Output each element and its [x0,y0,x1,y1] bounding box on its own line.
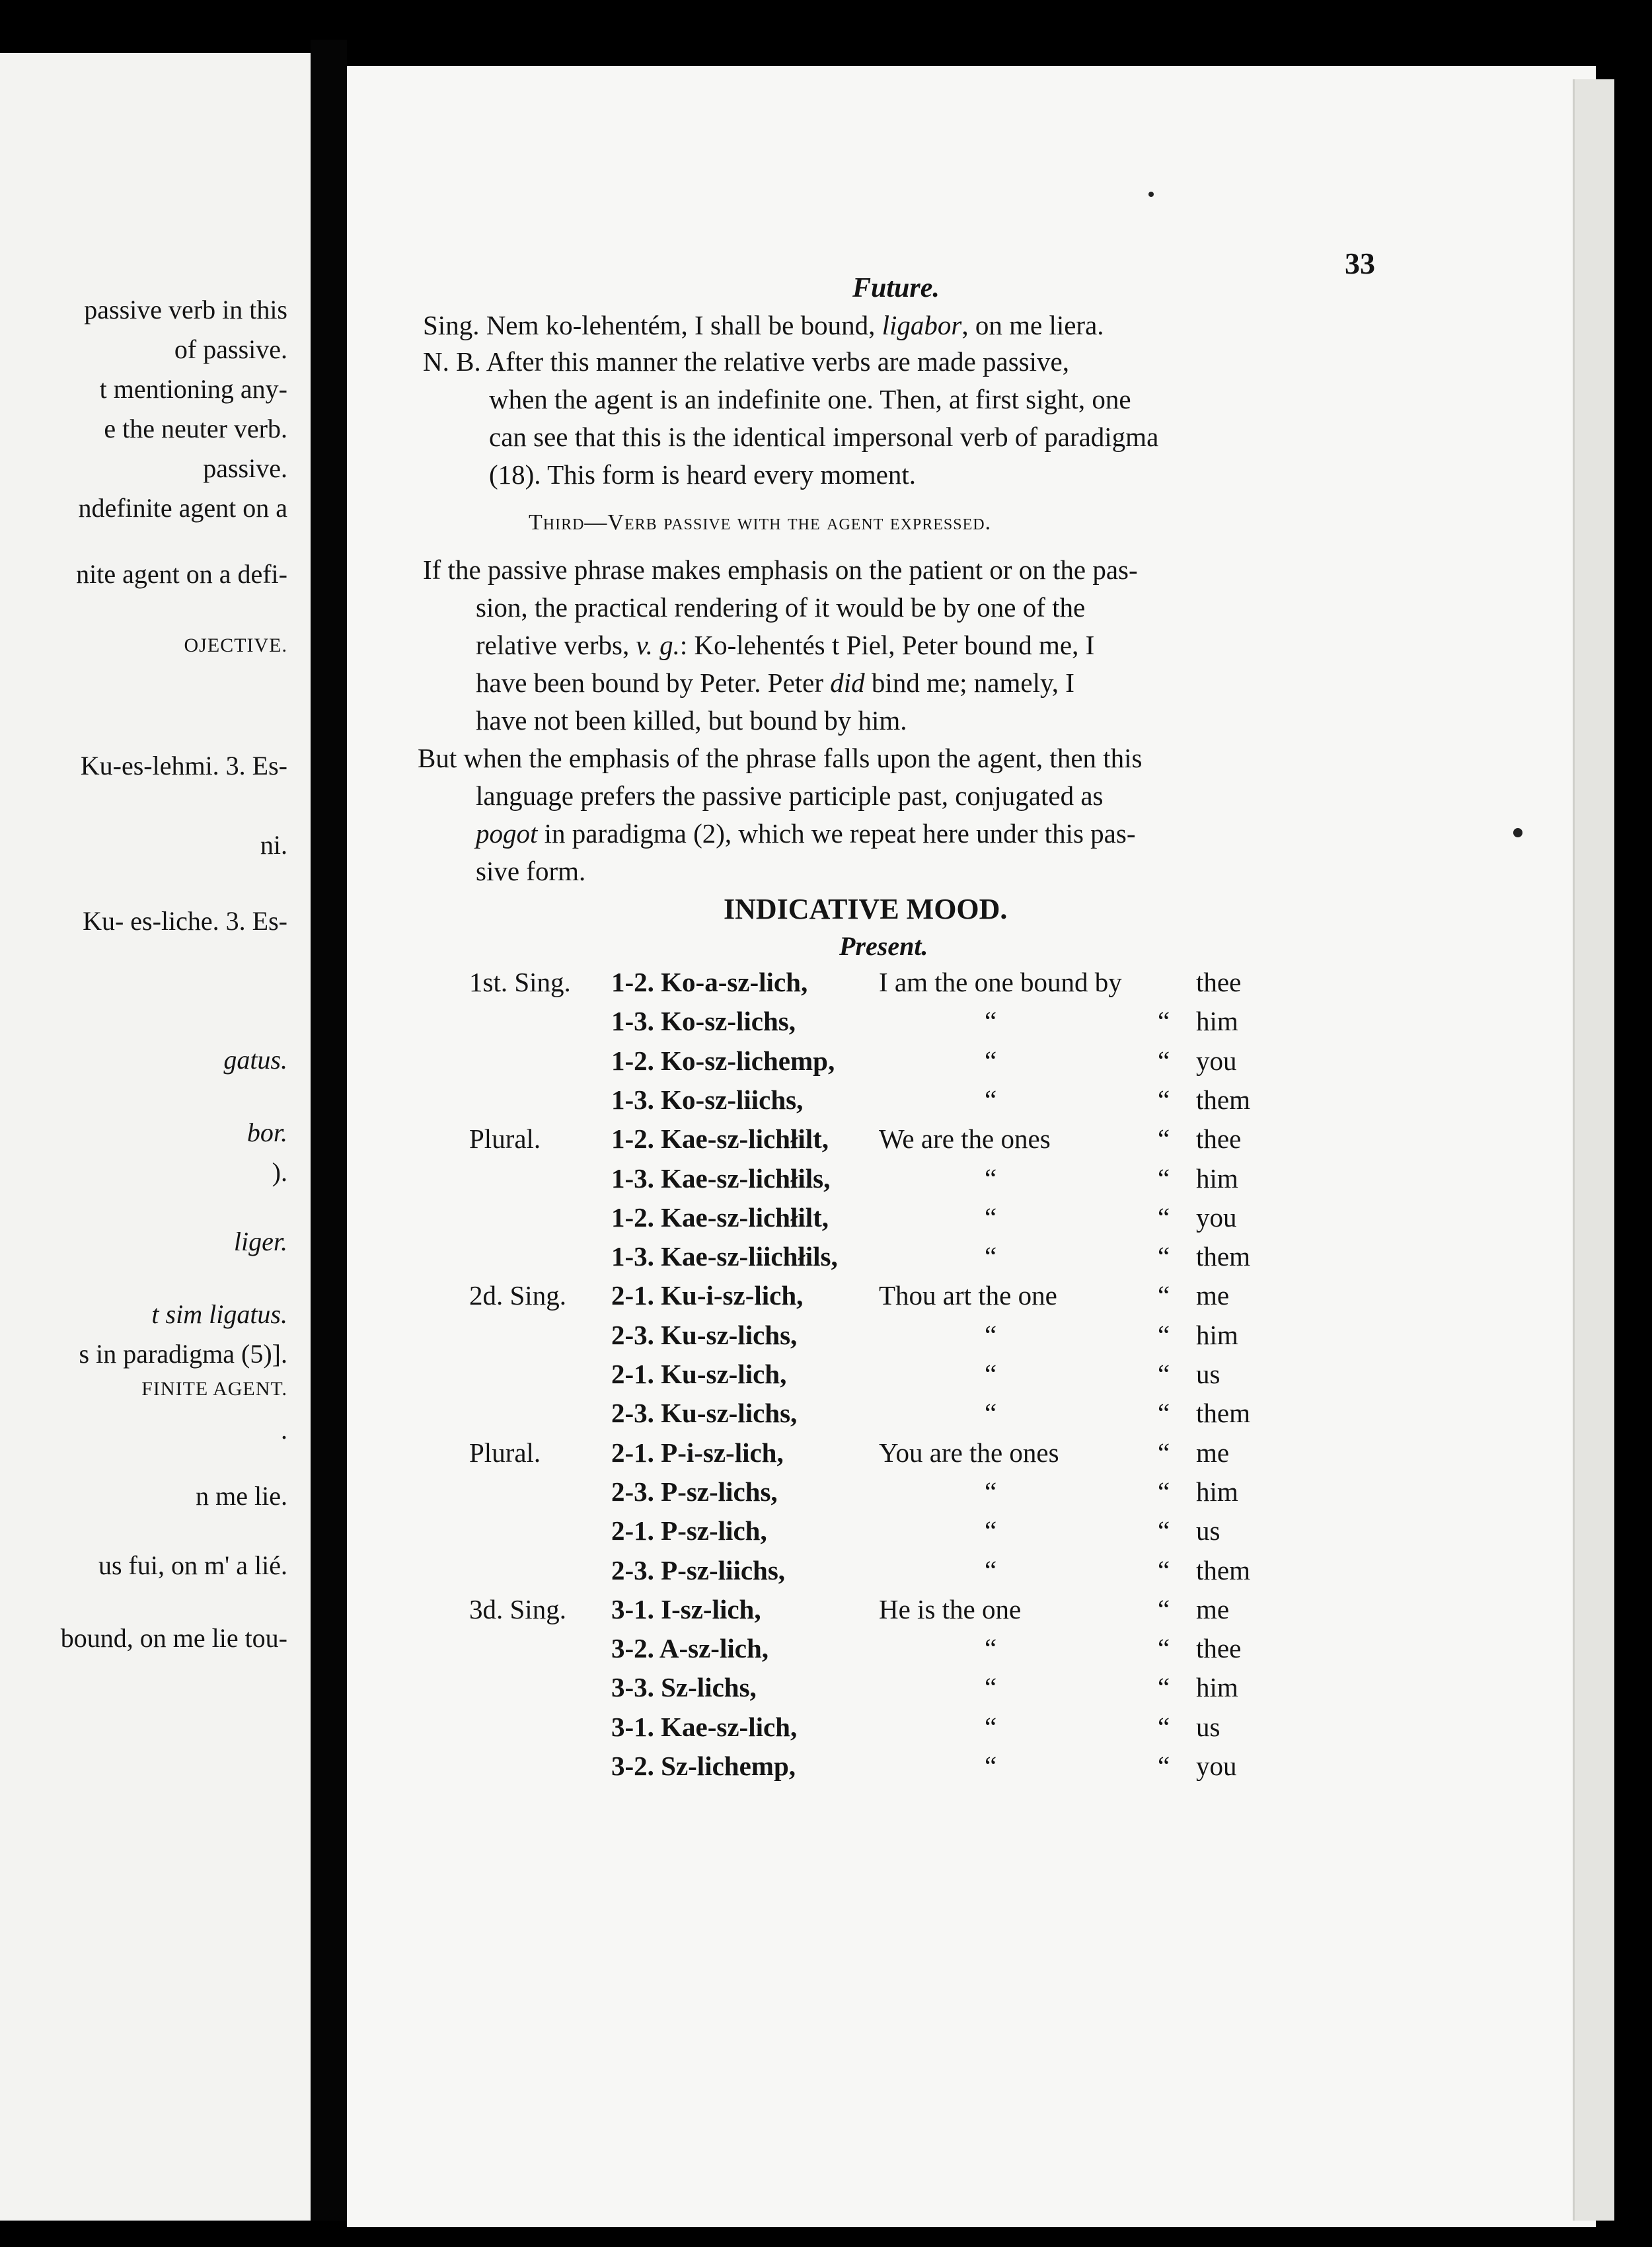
left-line: s in paradigma (5)]. [79,1339,287,1369]
ditto-mark: “ [1158,1241,1170,1272]
conj-object: him [1196,1320,1238,1350]
conj-form: 2-3. P-sz-liichs, [611,1555,786,1585]
conj-translation: Thou art the one [879,1280,1057,1311]
nb-line: (18). This form is heard every moment. [489,459,916,490]
conj-object: them [1196,1241,1250,1272]
conj-object: us [1196,1515,1220,1546]
ditto-mark: “ [1158,1712,1170,1742]
conjugation-row [469,1397,1302,1435]
but-line: But when the emphasis of the phrase falls upon the agent, then this [418,743,1143,773]
conj-object: him [1196,1163,1238,1194]
ditto-mark: “ [1158,1359,1170,1389]
section-heading-future: Future. [852,273,940,303]
bound-line-did: did [830,667,865,698]
conjugation-row [469,1671,1302,1710]
conj-group: 2d. Sing. [469,1280,566,1311]
conjugation-row [469,1554,1302,1593]
conj-form: 2-3. Ku-sz-lichs, [611,1398,798,1428]
speck [1513,828,1522,837]
sive-line: sive form. [476,856,586,886]
conj-translation: You are the ones [879,1437,1059,1468]
conjugation-row [469,1162,1302,1201]
ditto-mark: “ [985,1202,997,1233]
conj-object: thee [1196,1633,1242,1663]
conjugation-row [469,1515,1302,1553]
ditto-mark: “ [985,1672,997,1702]
left-line: us fui, on m' a lié. [98,1550,287,1580]
conj-group: 1st. Sing. [469,967,571,997]
nb-line: can see that this is the identical impersonal verb of paradigma [489,422,1159,452]
ditto-mark: “ [1158,1085,1170,1115]
nb-line: when the agent is an indefinite one. Then, at first sight, one [489,384,1131,414]
conj-form: 2-1. P-i-sz-lich, [611,1437,784,1468]
left-line: liger. [233,1227,287,1256]
page-edge [1573,79,1614,2221]
conj-form: 3-1. I-sz-lich, [611,1594,761,1624]
conj-object: him [1196,1476,1238,1507]
ditto-mark: “ [985,1085,997,1115]
passive-line: If the passive phrase makes emphasis on the patient or on the pas- [423,554,1138,585]
pogot-line-b: in paradigma (2), which we repeat here under this pas- [537,818,1136,849]
conj-object: them [1196,1398,1250,1428]
conj-object: me [1196,1280,1230,1311]
ditto-mark: “ [985,1241,997,1272]
ditto-mark: “ [1158,1555,1170,1585]
sing-line-latin: ligabor [882,310,962,340]
ditto-mark: “ [1158,1672,1170,1702]
speck [1148,192,1154,197]
ditto-mark: “ [985,1163,997,1194]
ditto-mark: “ [985,1633,997,1663]
left-line: t sim ligatus. [151,1299,287,1329]
conjugation-row [469,1279,1302,1318]
conj-translation: He is the one [879,1594,1022,1624]
conj-object: you [1196,1202,1237,1233]
ditto-mark: “ [985,1320,997,1350]
left-line: ni. [260,830,287,860]
ditto-mark: “ [1158,1515,1170,1546]
conjugation-row [469,1123,1302,1161]
conj-form: 2-1. Ku-sz-lich, [611,1359,787,1389]
conj-form: 1-2. Ko-a-sz-lich, [611,967,808,997]
ditto-mark: “ [985,1476,997,1507]
conj-form: 1-3. Ko-sz-liichs, [611,1085,804,1115]
left-line: n me lie. [196,1481,287,1511]
conj-form: 3-3. Sz-lichs, [611,1672,757,1702]
left-line: passive. [203,453,287,483]
conj-form: 1-3. Ko-sz-lichs, [611,1006,796,1036]
conj-translation: I am the one bound by [879,967,1122,997]
ditto-mark: “ [985,1515,997,1546]
conj-form: 3-2. Sz-lichemp, [611,1751,796,1781]
conjugation-row [469,966,1302,1005]
conj-object: them [1196,1555,1250,1585]
pogot-word: pogot [476,818,538,849]
conjugation-row [469,1045,1302,1083]
conjugation-row [469,1084,1302,1122]
sing-line [423,309,1104,341]
conjugation-row [469,1005,1302,1044]
conj-object: him [1196,1672,1238,1702]
bound-line [476,667,1074,699]
section-heading-third: Third—Verb passive with the agent expressed. [529,510,992,535]
conj-object: me [1196,1594,1230,1624]
left-line: of passive. [174,334,287,364]
conj-object: them [1196,1085,1250,1115]
left-line: . [281,1415,287,1445]
ditto-mark: “ [985,1006,997,1036]
left-line: nite agent on a defi- [76,559,287,589]
conj-object: us [1196,1359,1220,1389]
but-line: language prefers the passive participle past, conjugated as [476,781,1104,811]
left-line: bound, on me lie tou- [60,1623,287,1653]
left-line: bor. [246,1118,287,1147]
ditto-mark: “ [985,1359,997,1389]
killed-line: have not been killed, but bound by him. [476,705,907,736]
relative-line-a: relative verbs, [476,630,636,660]
left-line: passive verb in this [84,295,287,324]
left-line: e the neuter verb. [104,414,287,443]
ditto-mark: “ [1158,1437,1170,1468]
ditto-mark: “ [1158,1633,1170,1663]
relative-line-c: : Ko-lehentés t Piel, Peter bound me, I [679,630,1095,660]
conj-form: 2-3. P-sz-lichs, [611,1476,778,1507]
ditto-mark: “ [1158,1751,1170,1781]
conj-group: Plural. [469,1437,541,1468]
conj-form: 3-2. A-sz-lich, [611,1633,769,1663]
bound-line-a: have been bound by Peter. Peter [476,667,831,698]
conj-form: 1-2. Ko-sz-lichemp, [611,1046,835,1076]
ditto-mark: “ [985,1398,997,1428]
left-line: Ku- es-liche. 3. Es- [83,906,287,936]
left-line: t mentioning any- [99,374,287,404]
conj-form: 2-1. Ku-i-sz-lich, [611,1280,804,1311]
ditto-mark: “ [985,1751,997,1781]
ditto-mark: “ [985,1712,997,1742]
conj-object: you [1196,1751,1237,1781]
pogot-line [476,818,1135,849]
conj-object: thee [1196,1124,1242,1154]
conj-form: 1-3. Kae-sz-lichłils, [611,1163,831,1194]
nb-line: N. B. After this manner the relative verbs are made passive, [423,346,1069,377]
book-spine [311,40,347,2221]
conjugation-row [469,1593,1302,1632]
conj-object: you [1196,1046,1237,1076]
ditto-mark: “ [1158,1202,1170,1233]
conjugation-row [469,1632,1302,1671]
conj-form: 2-1. P-sz-lich, [611,1515,767,1546]
conj-object: thee [1196,967,1242,997]
ditto-mark: “ [1158,1320,1170,1350]
ditto-mark: “ [1158,1124,1170,1154]
ditto-mark: “ [1158,1594,1170,1624]
left-line: gatus. [223,1045,287,1075]
left-page [0,53,311,2221]
ditto-mark: “ [1158,1280,1170,1311]
conj-form: 1-2. Kae-sz-lichłilt, [611,1124,829,1154]
ditto-mark: “ [985,1555,997,1585]
sing-line-c: , on me liera. [961,310,1104,340]
left-line: FINITE AGENT. [141,1378,287,1400]
conjugation-row [469,1437,1302,1475]
ditto-mark: “ [1158,1046,1170,1076]
ditto-mark: “ [1158,1476,1170,1507]
indicative-mood-heading: INDICATIVE MOOD. [724,893,1008,925]
conj-form: 3-1. Kae-sz-lich, [611,1712,798,1742]
relative-line [476,629,1094,661]
ditto-mark: “ [1158,1398,1170,1428]
ditto-mark: “ [1158,1163,1170,1194]
relative-line-vg: v. g. [636,630,680,660]
left-line: Ku-es-lehmi. 3. Es- [80,751,287,781]
conj-translation: We are the ones [879,1124,1051,1154]
conj-object: us [1196,1712,1220,1742]
conjugation-row [469,1711,1302,1749]
conjugation-row [469,1240,1302,1279]
bound-line-c: bind me; namely, I [864,667,1074,698]
present-heading: Present. [839,931,928,961]
conj-object: me [1196,1437,1230,1468]
conjugation-row [469,1750,1302,1788]
conj-form: 1-2. Kae-sz-lichłilt, [611,1202,829,1233]
left-line: OJECTIVE. [184,634,287,656]
conjugation-row [469,1201,1302,1240]
conj-form: 2-3. Ku-sz-lichs, [611,1320,798,1350]
sing-line-a: Sing. Nem ko-lehentém, I shall be bound, [423,310,882,340]
conjugation-row [469,1476,1302,1514]
left-line: ). [272,1157,287,1187]
passive-line: sion, the practical rendering of it would be by one of the [476,592,1086,623]
conjugation-row [469,1319,1302,1357]
ditto-mark: “ [985,1046,997,1076]
page-number: 33 [1345,247,1375,280]
conj-form: 1-3. Kae-sz-liichłils, [611,1241,838,1272]
conj-object: him [1196,1006,1238,1036]
conjugation-row [469,1358,1302,1396]
conj-group: Plural. [469,1124,541,1154]
left-line: ndefinite agent on a [78,493,287,523]
conj-group: 3d. Sing. [469,1594,566,1624]
ditto-mark: “ [1158,1006,1170,1036]
